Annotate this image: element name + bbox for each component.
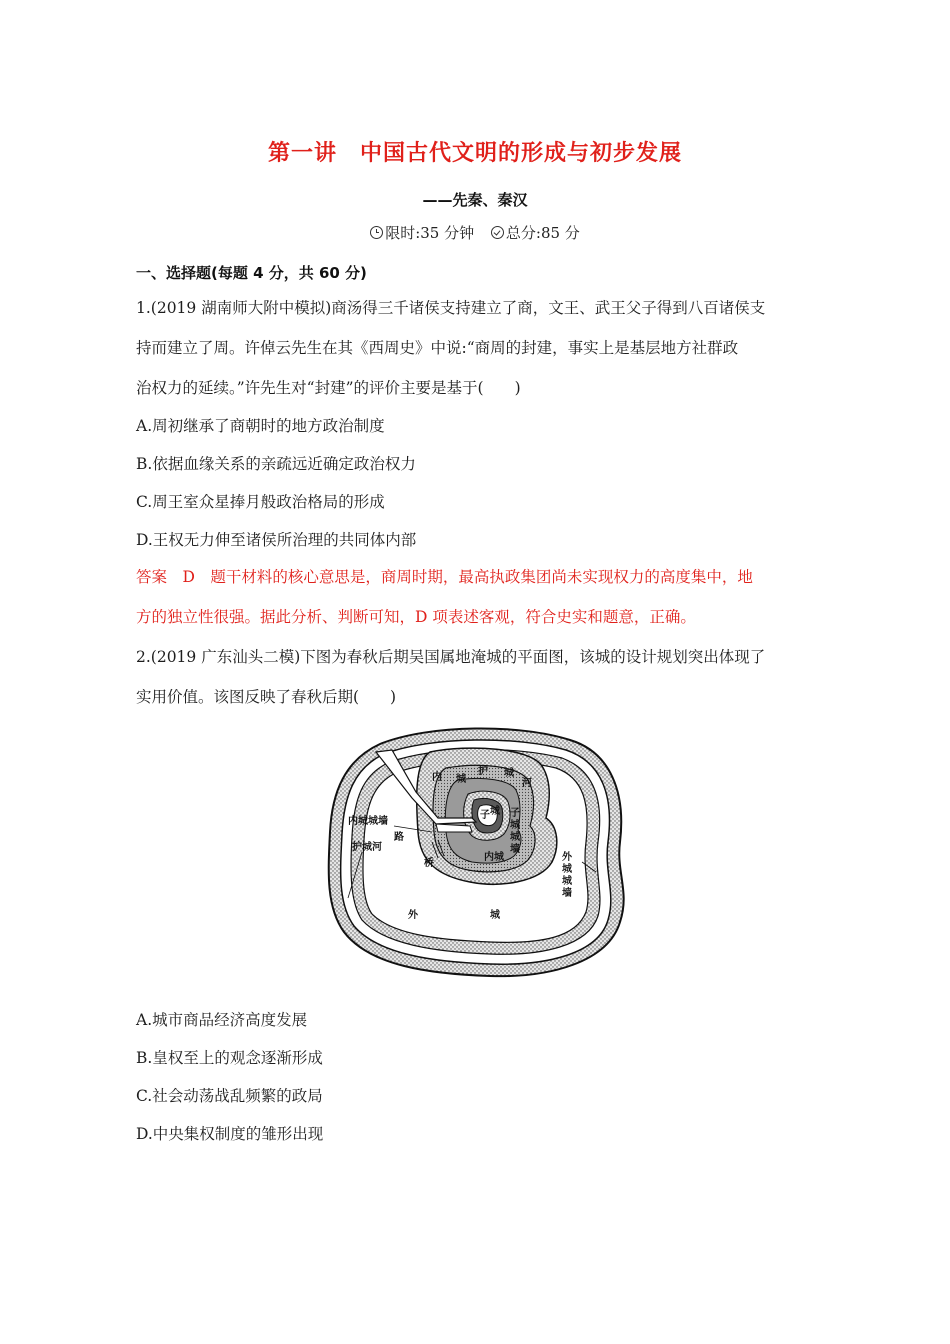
label-inner-moat-4: 河	[522, 778, 532, 789]
label-inner-city: 内城	[484, 852, 504, 863]
label-outer-wall-1: 外	[562, 852, 572, 863]
label-outer-wall-2: 城	[562, 864, 572, 875]
label-moat: 护城河	[352, 842, 382, 853]
label-inner-moat-2: 护	[478, 766, 488, 777]
q2-stem-line: 实用价值。该图反映了春秋后期( )	[136, 688, 397, 706]
clock-icon	[370, 226, 383, 239]
label-zicheng-wall-3: 城	[510, 832, 520, 843]
label-zi: 子	[480, 810, 490, 821]
q1-option-d: D.王权无力伸至诸侯所治理的共同体内部	[136, 531, 417, 549]
q2-option-c: C.社会动荡战乱频繁的政局	[136, 1087, 323, 1105]
label-zi-cheng: 城	[490, 806, 500, 817]
lecture-title: 第一讲 中国古代文明的形成与初步发展	[267, 141, 682, 166]
q1-option-b: B.依据血缘关系的亲疏远近确定政治权力	[136, 455, 416, 473]
label-inner-moat-1: 城	[456, 774, 466, 785]
label-road: 路	[394, 832, 404, 843]
label-outer-city-2: 城	[490, 910, 500, 921]
label-inner-moat-3: 城	[504, 768, 514, 779]
q1-stem-line: 治权力的延续。”许先生对“封建”的评价主要是基于( )	[136, 379, 521, 397]
total-score: 总分:85 分	[491, 224, 580, 242]
label-zicheng-wall-1: 子	[510, 808, 520, 819]
label-inner-wall: 内城城墙	[348, 816, 388, 827]
exam-meta	[0, 222, 950, 243]
label-inner-left: 内	[432, 772, 442, 783]
q1-option-c: C.周王室众星捧月般政治格局的形成	[136, 493, 385, 511]
label-zicheng-wall-4: 墙	[510, 844, 520, 855]
q2-stem-line: 2.(2019 广东汕头二模)下图为春秋后期吴国属地淹城的平面图，该城的设计规划突出体现了	[136, 648, 766, 666]
label-outer-city-1: 外	[408, 910, 418, 921]
q2-option-b: B.皇权至上的观念逐渐形成	[136, 1049, 323, 1067]
q1-answer-line: 方的独立性很强。据此分析、判断可知，D 项表述客观，符合史实和题意，正确。	[136, 608, 696, 626]
q1-stem-line: 1.(2019 湖南师大附中模拟)商汤得三千诸侯支持建立了商，文王、武王父子得到八百诸侯支	[136, 299, 766, 317]
q2-option-a: A.城市商品经济高度发展	[136, 1011, 308, 1029]
check-circle-icon	[491, 226, 504, 239]
q1-option-a: A.周初继承了商朝时的地方政治制度	[136, 417, 385, 435]
section-heading: 一、选择题(每题 4 分，共 60 分)	[136, 264, 367, 282]
yancheng-city-plan-diagram	[320, 722, 632, 986]
q1-stem-line: 持而建立了周。许倬云先生在其《西周史》中说:“商周的封建，事实上是基层地方社群政	[136, 339, 739, 357]
lecture-subtitle: ——先秦、秦汉	[422, 191, 528, 209]
time-limit: 限时:35 分钟	[370, 224, 474, 242]
label-outer-wall-3: 城	[562, 876, 572, 887]
label-zicheng-wall-2: 城	[510, 820, 520, 831]
label-bridge: 桥	[424, 858, 434, 869]
q1-answer-line: 答案 D 题干材料的核心意思是，商周时期，最高执政集团尚未实现权力的高度集中，地	[136, 568, 753, 586]
q2-option-d: D.中央集权制度的雏形出现	[136, 1125, 324, 1143]
label-outer-wall-4: 墙	[562, 888, 572, 899]
